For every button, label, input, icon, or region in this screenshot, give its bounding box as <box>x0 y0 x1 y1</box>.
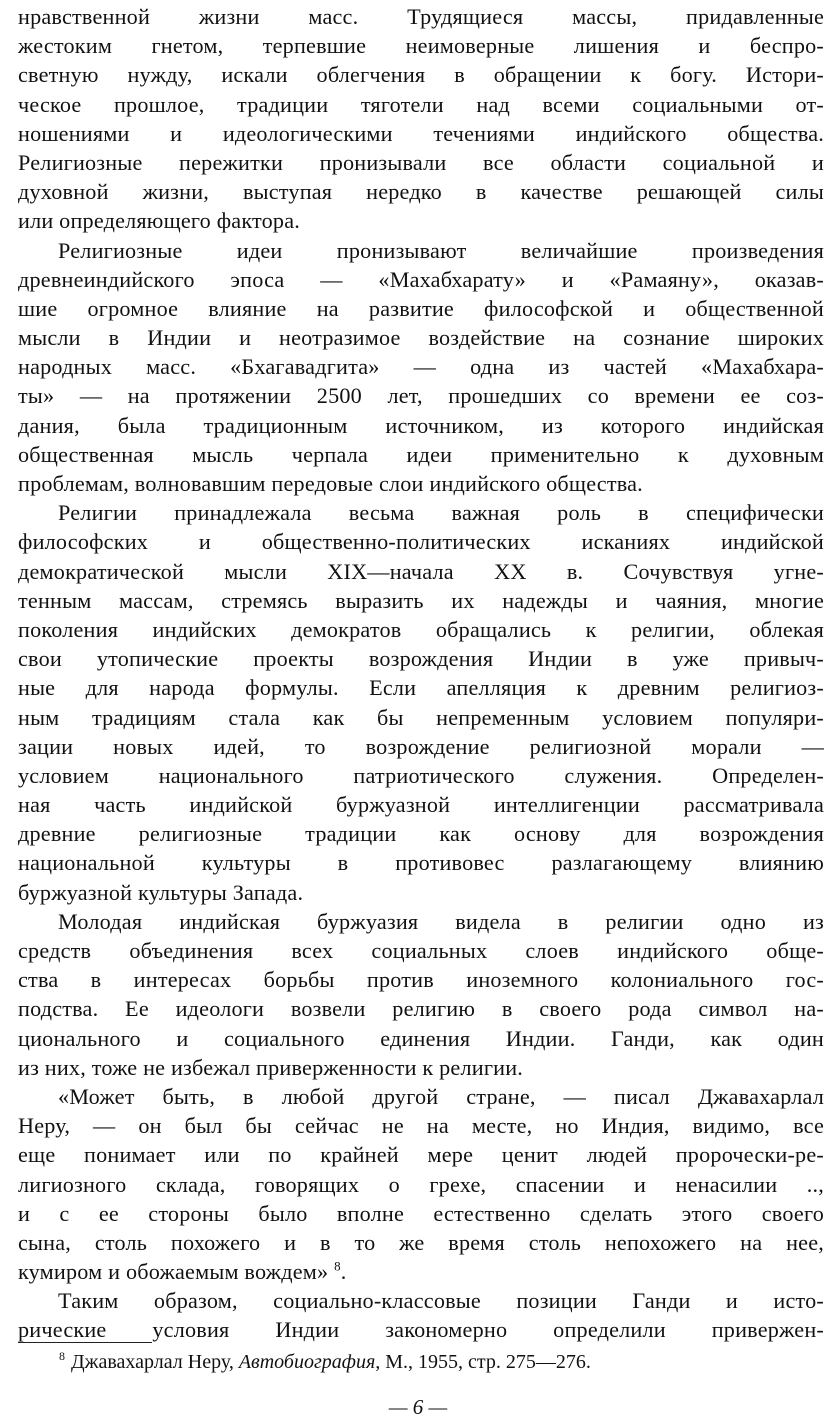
text-line: или определяющего фактора. <box>18 208 300 234</box>
text-line: древние религиозные традиции как основу для возрождения <box>18 821 824 847</box>
text-line: Религиозные пережитки пронизывали все области социальной и <box>18 149 824 175</box>
text-line: народных масс. «Бхагавадгита» — одна из частей «Махабхара- <box>18 354 824 380</box>
text-line: проблемам, волновавшим передовые слои индийского общества. <box>18 471 643 496</box>
text-line: лигиозного склада, говорящих о грехе, спасении и ненасилии .., <box>18 1171 824 1197</box>
text-line: мысли в Индии и неотразимое воздействие на сознание широких <box>18 325 824 351</box>
text-line: Религии принадлежала весьма важная роль в специфически <box>58 500 824 526</box>
text-line: ционального и социального единения Индии. Ганди, как один <box>18 1025 824 1051</box>
text-line: светную нужду, искали облегчения в обращении к богу. Истори- <box>18 62 824 88</box>
page-number: — 6 — <box>388 1395 448 1419</box>
text-line: и с ее стороны было вполне естественно сделать этого своего <box>18 1200 824 1226</box>
text-line: рические условия Индии закономерно определили привержен- <box>18 1317 824 1343</box>
text-line: духовной жизни, выступая нередко в качестве решающей силы <box>18 179 824 205</box>
text-line: еще понимает или по крайней мере ценит людей пророчески-ре- <box>18 1142 824 1168</box>
text-line: сына, столь похожего и в то же время столь непохожего на нее, <box>18 1229 824 1255</box>
footnote-reference[interactable]: 8 <box>334 1258 341 1274</box>
text-line: ношениями и идеологическими течениями индийского общества. <box>18 120 824 146</box>
text-line: из них, тоже не избежал приверженности к религии. <box>18 1054 524 1080</box>
text-line: нравственной жизни масс. Трудящиеся массы, придавленные <box>18 4 824 29</box>
text-line: Религиозные идеи пронизывают величайшие произведения <box>58 237 824 263</box>
text-line: зации новых идей, то возрождение религиозной морали — <box>18 733 824 759</box>
footnote-marker: 8 <box>59 1349 65 1364</box>
text-line: шие огромное влияние на развитие философской и общественной <box>18 295 824 321</box>
footnote-details: М., 1955, стр. 275—276. <box>385 1351 591 1373</box>
text-line: древнеиндийского эпоса — «Махабхарату» и «Рамаяну», оказав- <box>18 266 824 292</box>
text-line: поколения индийских демократов обращались к религии, облекая <box>18 616 824 642</box>
text-line: ческое прошлое, традиции тяготели над всеми социальными от- <box>18 91 824 117</box>
text-line: общественная мысль черпала идеи применительно к духовным <box>18 441 824 467</box>
text-line: ным традициям стала как бы непременным условием популяри- <box>18 704 824 730</box>
text-line: «Может быть, в любой другой стране, — писал Джавахарлал <box>58 1083 824 1109</box>
footnote-author: Джавахарлал Неру, <box>71 1351 234 1373</box>
footnote <box>59 1350 819 1374</box>
footnote-divider <box>18 1342 152 1343</box>
text-line: демократической мысли XIX—начала XX в. Сочувствуя угне- <box>18 558 824 584</box>
text-line: условием национального патриотического служения. Определен- <box>18 762 824 788</box>
text-line: подства. Ее идеологи возвели религию в своего рода символ на- <box>18 996 824 1022</box>
text-line: национальной культуры в противовес разлагающему влиянию <box>18 850 824 876</box>
body-text <box>18 2 824 1345</box>
text-line: Таким образом, социально-классовые позиции Ганди и исто- <box>58 1288 824 1314</box>
text-line: средств объединения всех социальных слоев индийского обще- <box>18 938 824 963</box>
text-line-content: кумиром и обожаемым вождем» <box>18 1259 329 1285</box>
text-line: ная часть индийской буржуазной интеллигенции рассматривала <box>18 792 824 818</box>
text-line-with-footnote: кумиром и обожаемым вождем» $^8$. <box>18 1258 347 1285</box>
text-line: свои утопические проекты возрождения Индии в уже привыч- <box>18 646 824 672</box>
text-line: тенным массам, стремясь выразить их надежды и чаяния, многие <box>18 587 824 613</box>
footnote-title: Автобиография, <box>238 1351 381 1373</box>
text-line: дания, была традиционным источником, из которого индийская <box>18 412 824 438</box>
text-line: ные для народа формулы. Если апелляция к древним религиоз- <box>18 675 824 701</box>
text-line: ства в интересах борьбы против иноземного колониального гос- <box>18 967 824 993</box>
text-line: Молодая индийская буржуазия видела в религии одно из <box>58 908 824 934</box>
text-line: философских и общественно-политических исканиях индийской <box>18 529 824 555</box>
text-line: Неру, — он был бы сейчас не на месте, но Индия, видимо, все <box>18 1113 824 1139</box>
text-line: буржуазной культуры Запада. <box>18 879 304 905</box>
text-line: жестоким гнетом, терпевшие неимоверные лишения и беспро- <box>18 33 824 59</box>
text-line: ты» — на протяжении 2500 лет, прошедших со времени ее соз- <box>18 383 824 409</box>
